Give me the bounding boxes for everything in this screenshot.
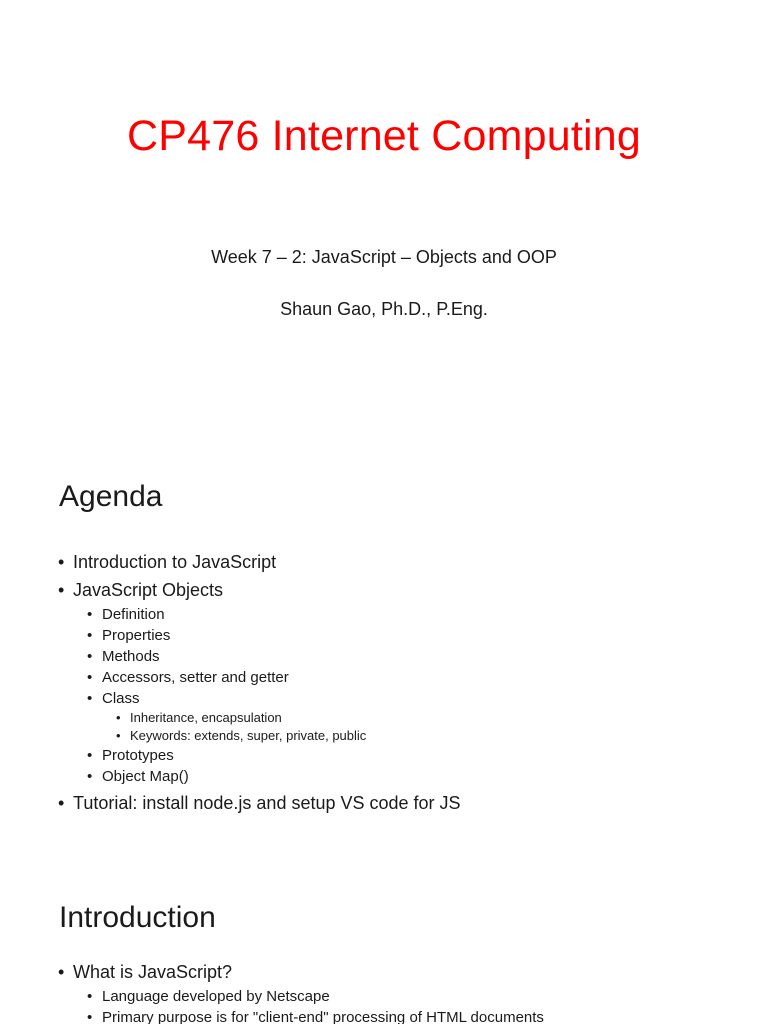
list-item: • Accessors, setter and getter	[58, 667, 461, 688]
list-item: • Keywords: extends, super, private, public	[58, 727, 461, 745]
list-item: • Inheritance, encapsulation	[58, 709, 461, 727]
introduction-slide	[0, 864, 768, 1024]
list-item: • JavaScript Objects	[58, 576, 461, 604]
list-item: • Object Map()	[58, 766, 461, 787]
slide-title: CP476 Internet Computing	[127, 112, 641, 160]
list-item: • Definition	[58, 604, 461, 625]
author-subtitle: Shaun Gao, Ph.D., P.Eng.	[280, 299, 488, 319]
agenda-slide	[0, 432, 768, 864]
list-item: • What is JavaScript?	[58, 958, 544, 986]
list-item: • Properties	[58, 625, 461, 646]
list-item: • Methods	[58, 646, 461, 667]
agenda-heading: Agenda	[59, 480, 163, 513]
agenda-list	[58, 548, 461, 817]
list-item: • Class	[58, 688, 461, 709]
week-subtitle: Week 7 – 2: JavaScript – Objects and OOP	[211, 247, 557, 267]
list-item: • Tutorial: install node.js and setup VS code for JS	[58, 789, 461, 817]
list-item: • Prototypes	[58, 745, 461, 766]
introduction-heading: Introduction	[59, 901, 216, 934]
list-item: • Primary purpose is for "client-end" processing of HTML documents	[58, 1007, 544, 1024]
list-item: • Language developed by Netscape	[58, 986, 544, 1007]
list-item: • Introduction to JavaScript	[58, 548, 461, 576]
introduction-list	[58, 958, 544, 1024]
title-slide	[0, 0, 768, 432]
